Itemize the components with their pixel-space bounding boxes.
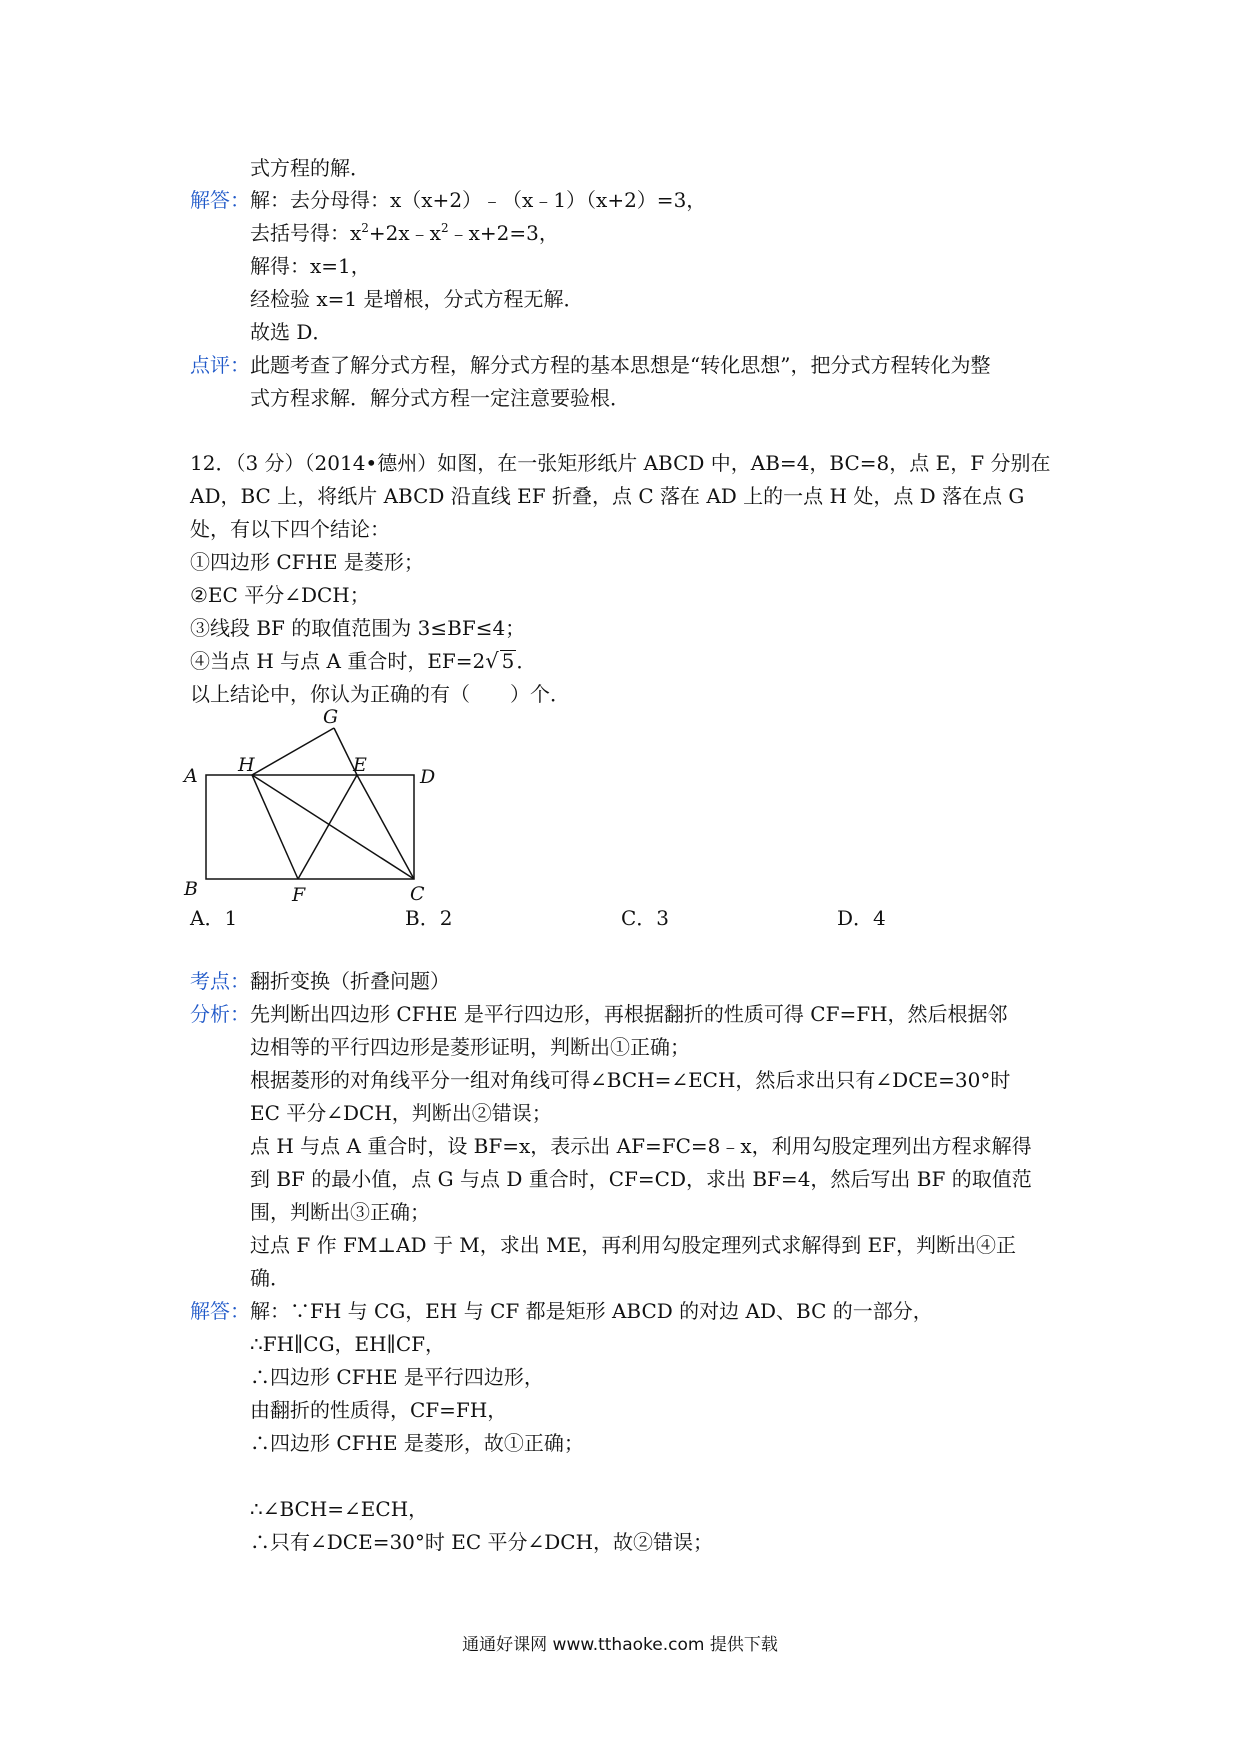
radical-sign: √: [485, 649, 499, 673]
question-text: 以上结论中，你认为正确的有（ ）个．: [190, 682, 570, 706]
text-line: 解：去分母得：x（x+2）﹣（x﹣1）（x+2）=3，: [250, 188, 707, 212]
answer-label: 解答：: [190, 188, 250, 212]
radicand: 5: [501, 649, 515, 673]
conclusion-1: ①四边形 CFHE 是菱形；: [190, 550, 424, 574]
comment-label: 点评：: [190, 353, 250, 377]
text-line: 先判断出四边形 CFHE 是平行四边形，再根据翻折的性质可得 CF=FH，然后根据邻: [250, 1002, 1008, 1026]
text-line: ∴四边形 CFHE 是菱形，故①正确；: [250, 1431, 584, 1455]
text-line: 翻折变换（折叠问题）: [250, 969, 450, 993]
jieda-label: 解答：: [190, 1299, 250, 1323]
text-span: ④当点 H 与点 A 重合时，EF=2: [190, 649, 486, 673]
question-text: 处，有以下四个结论：: [190, 517, 390, 541]
segment-hg: [252, 728, 334, 775]
page-footer: 通通好课网 www.tthaoke.com 提供下载: [462, 1635, 778, 1655]
label-g: G: [323, 706, 339, 728]
text-line: ∴FH∥CG，EH∥CF，: [250, 1332, 446, 1356]
text-span: ﹣x+2=3，: [448, 221, 559, 245]
label-h: H: [238, 754, 255, 776]
text-line: 过点 F 作 FM⊥AD 于 M，求出 ME，再利用勾股定理列式求解得到 EF，判断出④正: [250, 1233, 1017, 1257]
text-line: 围，判断出③正确；: [250, 1200, 430, 1224]
text-span: 去括号得：x: [250, 221, 362, 245]
text-line: 由翻折的性质得，CF=FH，: [250, 1398, 508, 1422]
text-line: ∴四边形 CFHE 是平行四边形，: [250, 1365, 544, 1389]
option-d: D．4: [837, 906, 886, 930]
conclusion-2: ②EC 平分∠DCH；: [190, 583, 370, 607]
text-line: ∴只有∠DCE=30°时 EC 平分∠DCH，故②错误；: [250, 1530, 714, 1554]
text-line: 经检验 x=1 是增根，分式方程无解．: [250, 287, 584, 311]
text-line: 到 BF 的最小值，点 G 与点 D 重合时，CF=CD，求出 BF=4，然后写出 BF 的取值范: [250, 1167, 1032, 1191]
fold-rectangle-figure: [186, 705, 446, 905]
text-line: [250, 220, 559, 249]
text-line: 式方程求解．解分式方程一定注意要验根．: [250, 386, 630, 410]
text-line: 解得：x=1，: [250, 254, 371, 278]
superscript: 2: [440, 221, 449, 235]
label-e: E: [353, 754, 367, 776]
option-b: B．2: [405, 906, 453, 930]
text-line: 此题考查了解分式方程，解分式方程的基本思想是“转化思想”，把分式方程转化为整: [250, 353, 991, 377]
question-text: AD，BC 上，将纸片 ABCD 沿直线 EF 折叠，点 C 落在 AD 上的一点 H 处，点 D 落在点 G: [190, 484, 1025, 508]
text-line: 点 H 与点 A 重合时，设 BF=x，表示出 AF=FC=8﹣x，利用勾股定理列出方程求解得: [250, 1134, 1032, 1158]
kaodian-label: 考点：: [190, 969, 250, 993]
text-line: 确．: [250, 1266, 290, 1290]
segment-ec: [357, 775, 414, 879]
label-d: D: [420, 766, 436, 788]
option-a: A．1: [190, 906, 238, 930]
segment-hc: [252, 775, 414, 879]
text-line: 边相等的平行四边形是菱形证明，判断出①正确；: [250, 1035, 690, 1059]
fenxi-label: 分析：: [190, 1002, 250, 1026]
superscript: 2: [361, 221, 369, 235]
text-line: 式方程的解．: [250, 156, 370, 180]
question-text: 12．（3 分）（2014•德州）如图，在一张矩形纸片 ABCD 中，AB=4，BC=8，点 E，F 分别在: [190, 451, 1051, 475]
label-f: F: [292, 884, 306, 906]
label-a: A: [184, 765, 198, 787]
text-line: EC 平分∠DCH，判断出②错误；: [250, 1101, 552, 1125]
text-line: ∴∠BCH=∠ECH，: [250, 1497, 429, 1521]
conclusion-4: [190, 648, 536, 674]
text-line: 解：∵FH 与 CG，EH 与 CF 都是矩形 ABCD 的对边 AD、BC 的一部分，: [250, 1299, 933, 1323]
option-c: C．3: [621, 906, 670, 930]
label-c: C: [410, 883, 425, 905]
label-b: B: [184, 878, 198, 900]
text-line: 故选 D．: [250, 320, 333, 344]
conclusion-3: ③线段 BF 的取值范围为 3≤BF≤4；: [190, 616, 526, 640]
text-line: 根据菱形的对角线平分一组对角线可得∠BCH=∠ECH，然后求出只有∠DCE=30°时: [250, 1068, 1011, 1092]
text-span: +2x﹣x: [368, 221, 441, 245]
text-span: ．: [516, 649, 537, 673]
rectangle-abcd: [206, 775, 414, 879]
segment-ef: [298, 775, 357, 879]
